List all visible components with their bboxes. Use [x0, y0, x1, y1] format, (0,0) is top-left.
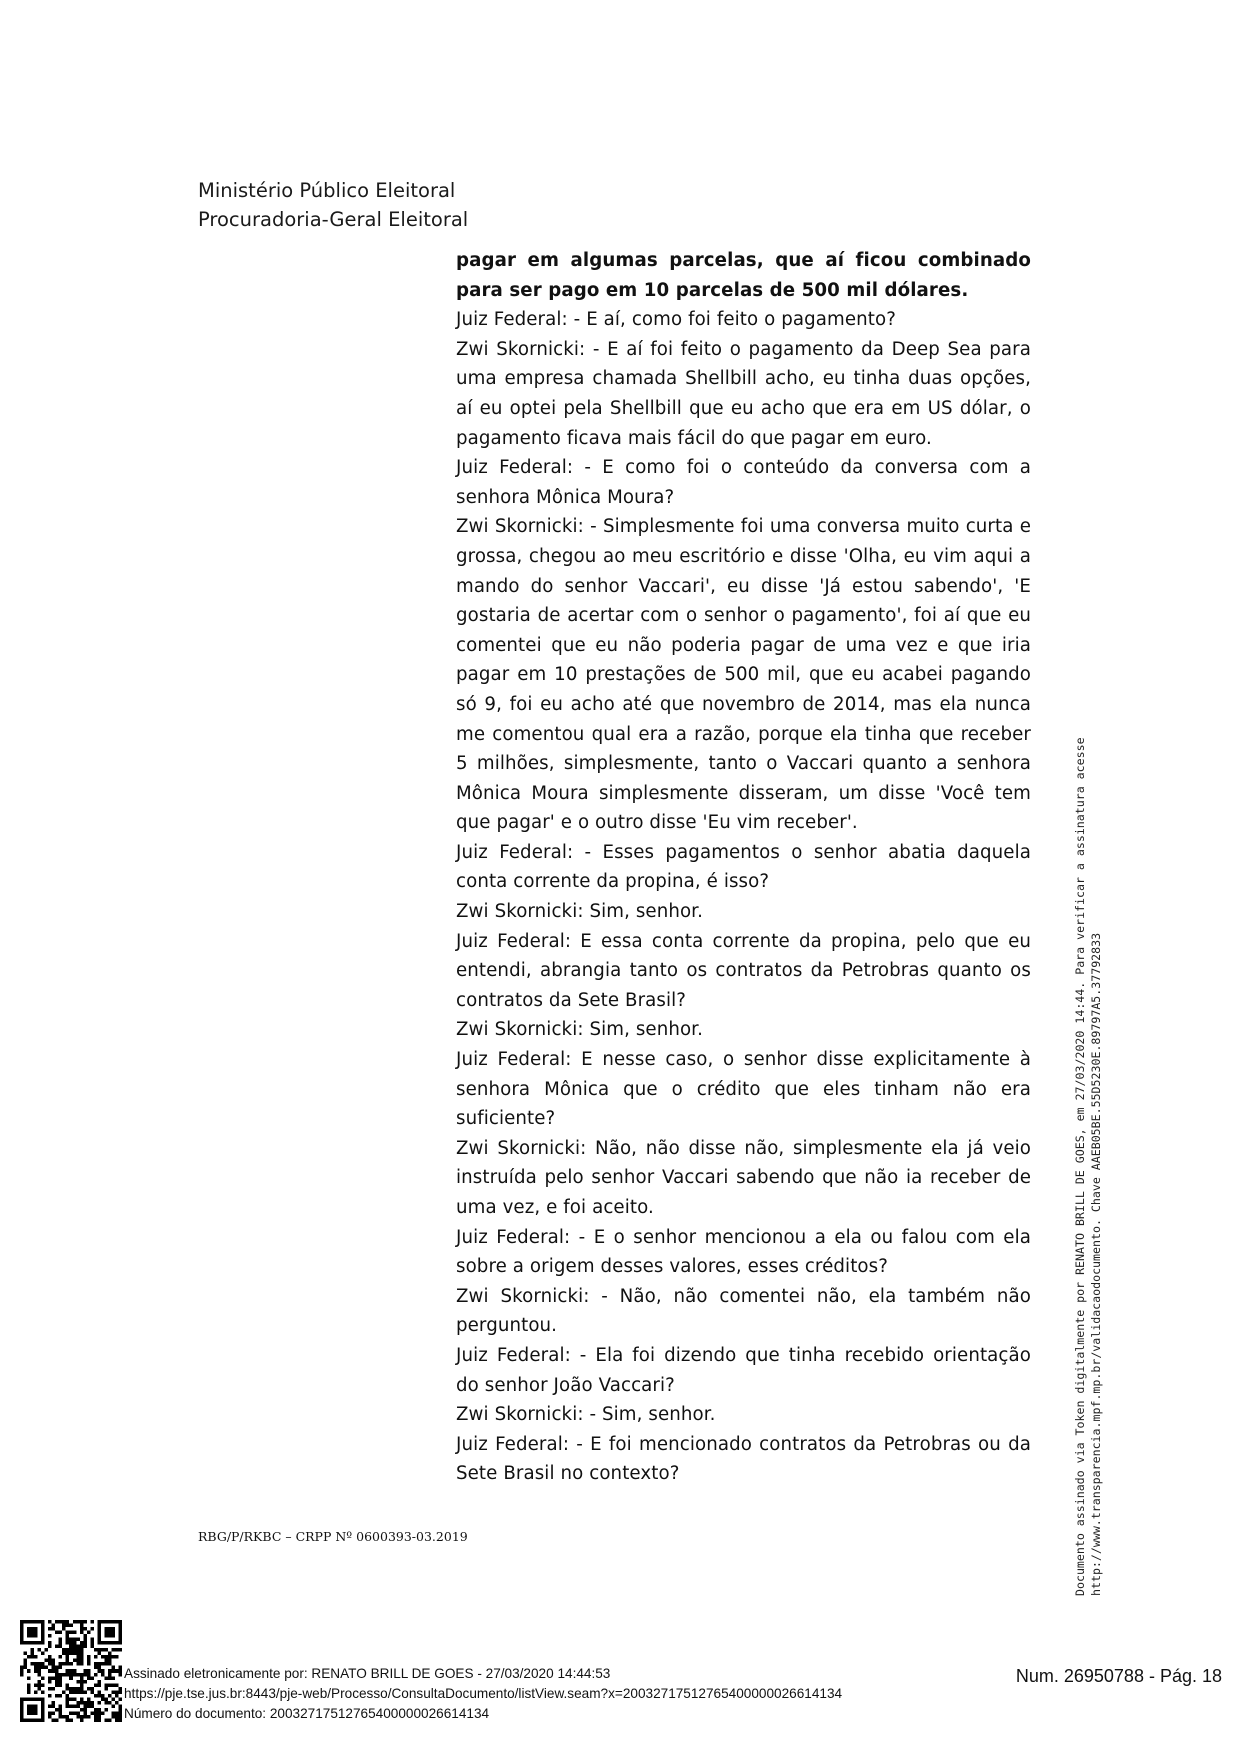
- footer-reference: RBG/P/RKBC – CRPP Nº 0600393-03.2019: [198, 1529, 468, 1544]
- signature-stamp-line: Documento assinado via Token digitalmente por RENATO BRILL DE GOES, em 27/03/2020 14:44. Para verificar a assinatura acesse: [1073, 737, 1087, 1596]
- transcript-paragraph: Zwi Skornicki: - E aí foi feito o pagamento da Deep Sea para uma empresa chamada Shellbill acho, eu tinha duas opções, aí eu optei pela Shellbill que eu acho que era em US dólar, o pagamento ficava mais fácil do que pagar em euro.: [456, 338, 1031, 449]
- transcript-paragraph: Zwi Skornicki: Sim, senhor.: [456, 901, 703, 923]
- verification-url-line: http://www.transparencia.mpf.mp.br/validacaodocumento. Chave AAEB05BE.55D5230E.89797A5.37792833: [1089, 932, 1103, 1596]
- transcript-paragraph: Juiz Federal: - E como foi o conteúdo da conversa com a senhora Mônica Moura?: [456, 457, 1031, 508]
- transcript-paragraph: Juiz Federal: - Ela foi dizendo que tinha recebido orientação do senhor João Vaccari?: [456, 1344, 1031, 1396]
- transcript-paragraph: Juiz Federal: - E foi mencionado contratos da Petrobras ou da Sete Brasil no contexto?: [456, 1433, 1031, 1485]
- signature-stamp: [1072, 737, 1104, 1596]
- document-header: [198, 176, 468, 234]
- page-number: Num. 26950788 - Pág. 18: [1015, 1666, 1222, 1686]
- document-number-text: Número do documento: 20032717512765400000026614134: [124, 1706, 490, 1721]
- header-department: Procuradoria-Geral Eleitoral: [198, 208, 469, 231]
- transcript-paragraph: Juiz Federal: - Esses pagamentos o senhor abatia daquela conta corrente da propina, é isso?: [456, 841, 1031, 893]
- transcript-paragraph: Juiz Federal: - E o senhor mencionou a ela ou falou com ela sobre a origem desses valores, esses créditos?: [456, 1226, 1031, 1278]
- transcript-paragraph: Juiz Federal: E essa conta corrente da propina, pelo que eu entendi, abrangia tanto os contratos da Petrobras quanto os contratos da Sete Brasil?: [456, 930, 1031, 1011]
- transcript-paragraph: Zwi Skornicki: - Não, não comentei não, ela também não perguntou.: [456, 1285, 1031, 1337]
- transcript-paragraph: Zwi Skornicki: - Simplesmente foi uma conversa muito curta e grossa, chegou ao meu escritório e disse 'Olha, eu vim aqui a mando do senhor Vaccari', eu disse 'Já estou sabendo', 'E gostaria de acertar com o senhor o pagamento', foi aí que eu comentei que eu não poderia pagar de uma vez e que iria pagar em 10 prestações de 500 mil, que eu acabei pagando só 9, foi eu acho até que novembro de 2014, mas ela nunca me comentou qual era a razão, porque ela tinha que receber 5 milhões, simplesmente, tanto o Vaccari quanto a senhora Mônica Moura simplesmente disseram, um disse 'Você tem que pagar' e o outro disse 'Eu vim receber'.: [456, 516, 1031, 834]
- qr-code-icon: [20, 1620, 122, 1722]
- transcript-paragraph: Zwi Skornicki: Não, não disse não, simplesmente ela já veio instruída pelo senhor Vaccari sabendo que não ia receber de uma vez, e foi aceito.: [456, 1137, 1031, 1218]
- transcript-paragraph: pagar em algumas parcelas, que aí ficou combinado para ser pago em 10 parcelas de 500 mil dólares.: [456, 250, 1031, 301]
- header-institution: Ministério Público Eleitoral: [198, 179, 456, 202]
- transcript-paragraph: Juiz Federal: E nesse caso, o senhor disse explicitamente à senhora Mônica que o crédito que eles tinham não era suficiente?: [456, 1049, 1031, 1130]
- transcript-paragraph: Juiz Federal: - E aí, como foi feito o pagamento?: [456, 309, 896, 331]
- transcript-body: [456, 246, 1031, 1489]
- transcript-paragraph: Zwi Skornicki: - Sim, senhor.: [456, 1404, 716, 1426]
- signed-by-text: Assinado eletronicamente por: RENATO BRILL DE GOES - 27/03/2020 14:44:53: [124, 1666, 611, 1681]
- electronic-signature-block: [124, 1664, 842, 1724]
- transcript-paragraph: Zwi Skornicki: Sim, senhor.: [456, 1019, 703, 1041]
- consultation-url-link[interactable]: https://pje.tse.jus.br:8443/pje-web/Processo/ConsultaDocumento/listView.seam?x=20032717512765400000026614134: [124, 1686, 843, 1701]
